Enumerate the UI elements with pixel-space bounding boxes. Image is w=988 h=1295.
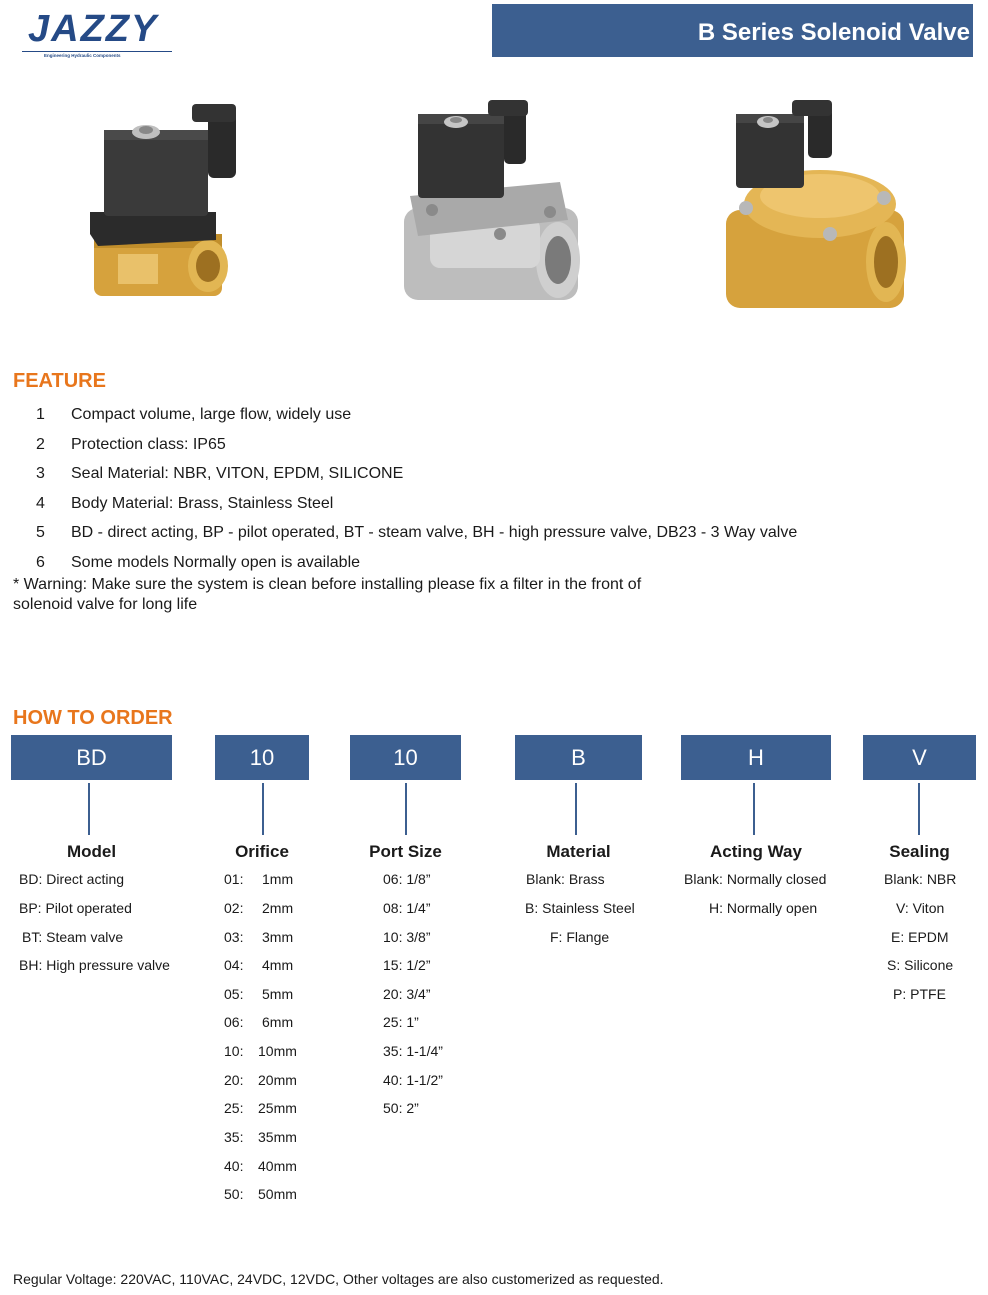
- option-port-size: 15: 1/2”: [383, 957, 431, 973]
- product-image-stainless: [400, 100, 582, 315]
- code-box-acting-way: H: [681, 735, 831, 780]
- option-acting-way: Blank: Normally closed: [684, 871, 827, 887]
- feature-text: Protection class: IP65: [71, 435, 226, 453]
- feature-number: 4: [36, 494, 45, 512]
- option-port-size: 40: 1-1/2”: [383, 1072, 443, 1088]
- option-material: Blank: Brass: [526, 871, 605, 887]
- feature-item: [13, 432, 963, 462]
- column-title-acting-way: Acting Way: [710, 842, 802, 861]
- option-sealing: S: Silicone: [887, 957, 954, 973]
- option-orifice: 35: 35mm: [224, 1129, 297, 1145]
- feature-item: [13, 520, 963, 550]
- option-model: BP: Pilot operated: [19, 900, 132, 916]
- feature-item: [13, 491, 963, 521]
- option-orifice: 20: 20mm: [224, 1072, 297, 1088]
- feature-number: 1: [36, 406, 45, 423]
- option-port-size: 10: 3/8”: [383, 929, 431, 945]
- connector-line: [88, 783, 90, 835]
- connector-line: [575, 783, 577, 835]
- connector-line: [405, 783, 407, 835]
- voltage-note: Regular Voltage: 220VAC, 110VAC, 24VDC, 12VDC, Other voltages are also customerized as requested.: [13, 1271, 664, 1287]
- code-box-orifice: 10: [215, 735, 309, 780]
- option-port-size: 08: 1/4”: [383, 900, 431, 916]
- product-image-brass-direct: [88, 104, 238, 304]
- feature-text: BD - direct acting, BP - pilot operated, BT - steam valve, BH - high pressure valve, DB23 - 3 Way valve: [71, 524, 798, 541]
- title-banner: [492, 4, 973, 57]
- connector-line: [918, 783, 920, 835]
- feature-text: Seal Material: NBR, VITON, EPDM, SILICONE: [71, 465, 404, 482]
- option-port-size: 50: 2”: [383, 1100, 419, 1116]
- option-orifice: 04: 4mm: [224, 957, 294, 973]
- warning-note: * Warning: Make sure the system is clean before installing please fix a filter in the front of solenoid valve for long life: [13, 576, 642, 613]
- feature-heading: FEATURE: [13, 370, 106, 392]
- brand-tagline: Engineering Hydraulic Components: [44, 53, 121, 58]
- code-box-material: B: [515, 735, 642, 780]
- option-orifice: 40: 40mm: [224, 1158, 297, 1174]
- option-port-size: 06: 1/8”: [383, 871, 431, 887]
- feature-number: 2: [36, 435, 45, 453]
- option-orifice: 25: 25mm: [224, 1100, 297, 1116]
- option-material: F: Flange: [550, 929, 610, 945]
- code-box-port-size: 10: [350, 735, 461, 780]
- logo-underline: [22, 51, 172, 52]
- connector-line: [262, 783, 264, 835]
- feature-number: 5: [36, 524, 45, 541]
- column-title-material: Material: [546, 842, 611, 861]
- option-orifice: 03: 3mm: [224, 929, 294, 945]
- feature-number: 3: [36, 465, 45, 482]
- code-box-model: BD: [11, 735, 172, 780]
- column-title-port-size: Port Size: [369, 842, 442, 861]
- column-title-orifice: Orifice: [235, 842, 289, 861]
- option-sealing: P: PTFE: [893, 986, 946, 1002]
- option-port-size: 25: 1”: [383, 1014, 419, 1030]
- feature-text: Compact volume, large flow, widely use: [71, 406, 352, 423]
- feature-number: 6: [36, 553, 45, 571]
- option-sealing: V: Viton: [896, 900, 945, 916]
- option-orifice: 50: 50mm: [224, 1186, 297, 1202]
- code-box-sealing: V: [863, 735, 976, 780]
- option-orifice: 01: 1mm: [224, 871, 294, 887]
- option-material: B: Stainless Steel: [525, 900, 635, 916]
- feature-item: [13, 402, 963, 432]
- column-title-sealing: Sealing: [889, 842, 950, 861]
- option-port-size: 20: 3/4”: [383, 986, 431, 1002]
- brand-logo: [22, 10, 174, 60]
- feature-list: [13, 402, 963, 579]
- order-heading: HOW TO ORDER: [13, 707, 173, 729]
- option-model: BH: High pressure valve: [19, 957, 170, 973]
- option-orifice: 02: 2mm: [224, 900, 294, 916]
- option-orifice: 10: 10mm: [224, 1043, 297, 1059]
- option-acting-way: H: Normally open: [709, 900, 818, 916]
- product-image-brass-pilot: [724, 100, 908, 315]
- option-model: BT: Steam valve: [22, 929, 124, 945]
- option-orifice: 05: 5mm: [224, 986, 294, 1002]
- feature-text: Body Material: Brass, Stainless Steel: [71, 494, 334, 512]
- connector-line: [753, 783, 755, 835]
- page-title: B Series Solenoid Valve: [697, 19, 970, 46]
- option-orifice: 06: 6mm: [224, 1014, 294, 1030]
- option-model: BD: Direct acting: [19, 871, 125, 887]
- option-sealing: E: EPDM: [891, 929, 949, 945]
- option-port-size: 35: 1-1/4”: [383, 1043, 443, 1059]
- option-sealing: Blank: NBR: [884, 871, 957, 887]
- feature-item: [13, 461, 963, 491]
- column-title-model: Model: [66, 842, 117, 861]
- feature-text: Some models Normally open is available: [71, 553, 361, 571]
- brand-name: JAZZY: [28, 8, 159, 50]
